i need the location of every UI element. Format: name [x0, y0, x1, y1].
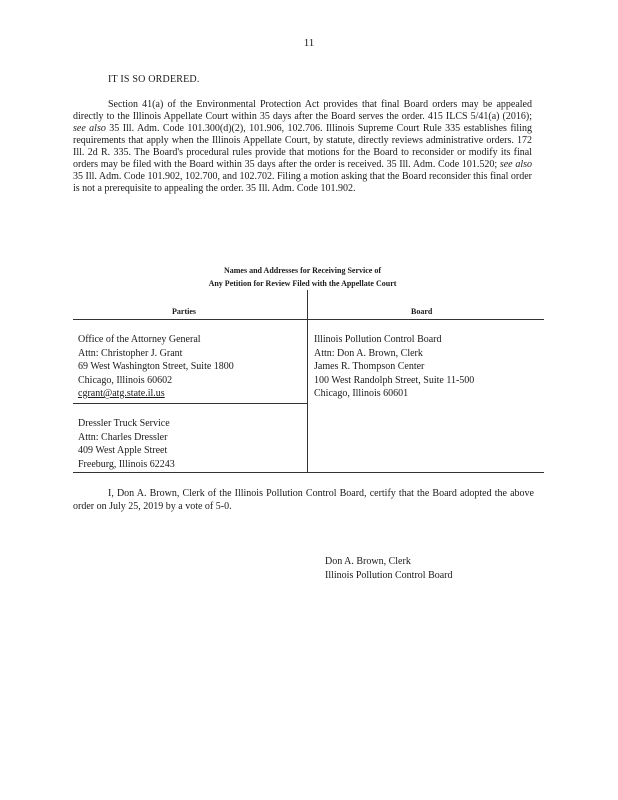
appeal-rights-paragraph [73, 99, 532, 195]
board-line-4: 100 West Randolph Street, Suite 11-500 [314, 374, 475, 386]
board-line-2: Attn: Don A. Brown, Clerk [314, 347, 423, 359]
service-table-heading [160, 264, 445, 290]
signature-org: Illinois Pollution Control Board [325, 570, 453, 581]
party-dressler-truck [78, 417, 175, 471]
certification-paragraph [73, 488, 534, 513]
board-address [314, 333, 474, 401]
paragraph-part-2: 35 Ill. Adm. Code 101.300(d)(2), 101.906, 102.706. Illinois Supreme Court Rule 335 establishes filing requirements that apply when the Illinois Appellate Court, by statute, directly reviews administrative orders. 172 Ill. 2d R. 335. The Board's procedural rules provide that motions for the Board to reconsider or modify its final orders may be filed with the Board within 35 days after the order is received. 35 Ill. Adm. Code 101.520; [73, 123, 532, 170]
see-also-1: see also [73, 123, 106, 134]
paragraph-part-1: Section 41(a) of the Environmental Protection Act provides that final Board orders may be appealed directly to the Illinois Appellate Court within 35 days after the Board serves the order. 415 ILCS 5/41(a) (2016); [73, 99, 532, 122]
party-2-line-2: Attn: Charles Dressler [78, 431, 168, 443]
so-ordered-line: IT IS SO ORDERED. [108, 74, 200, 85]
paragraph-part-3: 35 Ill. Adm. Code 101.902, 102.700, and 102.702. Filing a motion asking that the Board reconsider this final order is not a prerequisite to appealing the order. 35 Ill. Adm. Code 101.902. [73, 171, 532, 194]
board-line-5: Chicago, Illinois 60601 [314, 388, 409, 399]
party-1-line-2: Attn: Christopher J. Grant [78, 347, 183, 359]
heading-line-1: Names and Addresses for Receiving Service of [223, 266, 382, 275]
signature-name: Don A. Brown, Clerk [325, 556, 411, 567]
signature-block [325, 555, 453, 583]
party-1-line-1: Office of the Attorney General [78, 334, 201, 345]
see-also-2: see also [499, 159, 532, 170]
board-line-1: Illinois Pollution Control Board [314, 334, 442, 345]
table-header-rule [73, 319, 544, 320]
party-1-line-4: Chicago, Illinois 60602 [78, 374, 173, 386]
party-attorney-general [78, 333, 234, 401]
certification-text: I, Don A. Brown, Clerk of the Illinois Pollution Control Board, certify that the Board adopted the above order on July 25, 2019 by a vote of 5-0. [73, 488, 534, 512]
party-2-line-4: Freeburg, Illinois 62243 [78, 458, 175, 470]
heading-line-2: Any Petition for Review Filed with the Appellate Court [208, 279, 397, 288]
parties-row-divider [73, 403, 308, 404]
party-2-line-1: Dressler Truck Service [78, 418, 170, 429]
parties-column-header: Parties [172, 307, 196, 316]
page-number: 11 [303, 37, 315, 49]
party-1-line-3: 69 West Washington Street, Suite 1800 [78, 361, 234, 372]
board-line-3: James R. Thompson Center [314, 361, 425, 372]
table-bottom-rule [73, 472, 544, 473]
column-divider [307, 290, 308, 473]
party-1-email-link[interactable]: cgrant@atg.state.il.us [78, 388, 165, 399]
board-column-header: Board [411, 307, 433, 316]
party-2-line-3: 409 West Apple Street [78, 445, 168, 456]
